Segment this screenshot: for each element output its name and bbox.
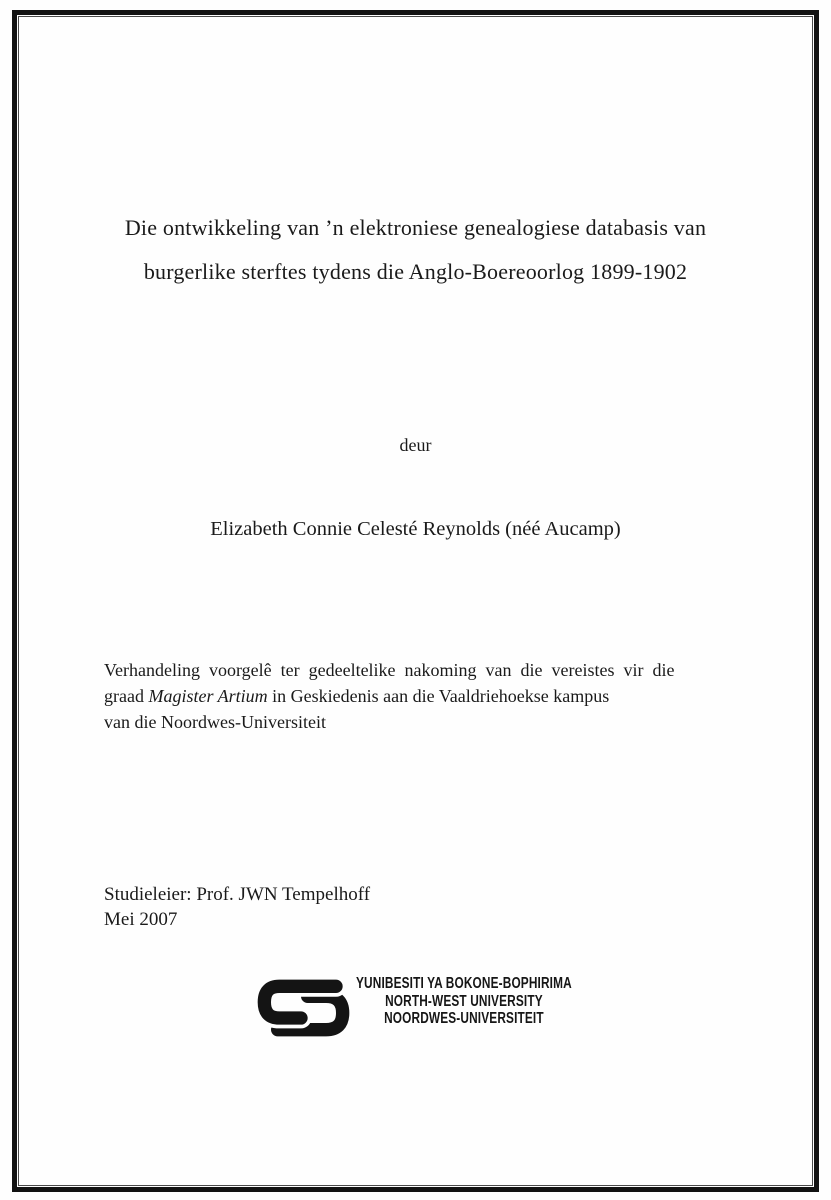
nwu-logo — [256, 973, 648, 1043]
thesis-title — [40, 206, 791, 294]
degree-statement-line2 — [104, 683, 734, 709]
date-line: Mei 2007 — [104, 909, 178, 930]
nwu-logo-line-english: NORTH-WEST UNIVERSITY — [385, 992, 543, 1010]
supervisor-line: Studieleier: Prof. JWN Tempelhoff — [104, 884, 371, 905]
thesis-title-line1: Die ontwikkeling van ’n elektroniese genealogiese databasis van — [124, 215, 707, 240]
nwu-logo-wordmark — [356, 975, 572, 1028]
degree-name-italic: Magister Artium — [148, 686, 268, 706]
author-name: Elizabeth Connie Celesté Reynolds (néé Aucamp) — [210, 518, 621, 540]
degree-statement-line2-pre: graad — [104, 686, 149, 706]
degree-statement — [104, 657, 734, 735]
degree-statement-line2-post: in Geskiedenis aan die Vaaldriehoekse kampus — [267, 686, 610, 706]
thesis-title-line2: burgerlike sterftes tydens die Anglo-Boereoorlog 1899-1902 — [143, 259, 688, 284]
nwu-logo-line-setswana: YUNIBESITI YA BOKONE-BOPHIRIMA — [356, 975, 572, 992]
degree-statement-line1: Verhandeling voorgelê ter gedeeltelike nakoming van die vereistes vir die — [104, 660, 675, 680]
degree-statement-line3: van die Noordwes-Universiteit — [104, 712, 326, 732]
nwu-logo-line-afrikaans: NOORDWES-UNIVERSITEIT — [384, 1010, 544, 1027]
supervisor-date-block — [104, 882, 370, 932]
nwu-chain-link-logo-icon — [256, 973, 351, 1043]
byline-label: deur — [399, 435, 432, 455]
